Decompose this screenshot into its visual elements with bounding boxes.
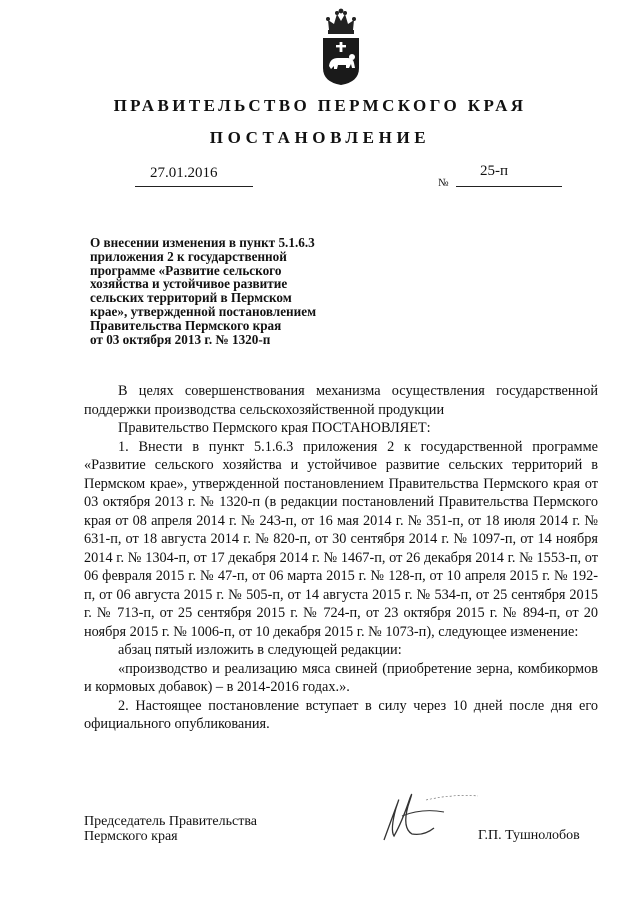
body-paragraph-5: «производство и реализацию мяса свиней (приобретение зерна, комбикормов и кормовых добавок) – в 2014-2016 годах.». (84, 660, 598, 695)
body-paragraph-3: 1. Внести в пункт 5.1.6.3 приложения 2 к государственной программе «Развитие сельского хозяйства и устойчивое развитие сельских территорий в Пермском крае», утвержденной постановлением Правительства Пермского края от 03 октября 2013 г. № 1320-п (в редакции постановлений Правительства Пермского края от 08 апреля 2014 г. № 243-п, от 16 мая 2014 г. № 351-п, от 18 июля 2014 г. № 631-п, от 18 августа 2014 г. № 820-п, от 30 сентября 2014 г. № 1097-п, от 14 ноября 2014 г. № 1304-п, от 17 декабря 2014 г. № 1467-п, от 26 декабря 2014 г. № 1553-п, от 06 февраля 2015 г. № 47-п, от 06 марта 2015 г. № 128-п, от 10 апреля 2015 г. № 192-п, от 06 августа 2015 г. № 505-п, от 14 августа 2015 г. № 534-п, от 25 сентября 2015 г. № 713-п, от 25 сентября 2015 г. № 724-п, от 23 октября 2015 г. № 894-п, от 20 ноября 2015 г. № 1006-п, от 10 декабря 2015 г. № 1073-п), следующее изменение: (84, 438, 598, 640)
date-underline (135, 186, 253, 187)
body-paragraph-6: 2. Настоящее постановление вступает в силу через 10 дней после дня его официального опубликования. (84, 697, 598, 732)
document-subject: О внесении изменения в пункт 5.1.6.3 приложения 2 к государственной программе «Развитие сельского хозяйства и устойчивое развитие сельских территорий в Пермском крае», утвержденной постановлением Правительства Пермского края от 03 октября 2013 г. № 1320-п (90, 235, 317, 347)
document-body (84, 382, 598, 734)
handwritten-signature (372, 778, 482, 848)
document-type: ПОСТАНОВЛЕНИЕ (209, 128, 431, 147)
signatory-role: Председатель Правительства Пермского края (84, 814, 257, 844)
body-paragraph-1: В целях совершенствования механизма осуществления государственной поддержки производства сельскохозяйственной продукции (84, 383, 598, 418)
number-underline (456, 186, 562, 187)
perm-krai-emblem-icon (318, 8, 364, 86)
government-title: ПРАВИТЕЛЬСТВО ПЕРМСКОГО КРАЯ (113, 96, 527, 115)
document-number: 25-п (480, 163, 509, 179)
number-sign: № (438, 177, 449, 189)
body-paragraph-4: абзац пятый изложить в следующей редакции: (118, 642, 402, 658)
signatory-name: Г.П. Тушнолобов (478, 828, 580, 843)
body-paragraph-2: Правительство Пермского края ПОСТАНОВЛЯЕТ: (118, 420, 431, 436)
document-date: 27.01.2016 (150, 165, 218, 181)
